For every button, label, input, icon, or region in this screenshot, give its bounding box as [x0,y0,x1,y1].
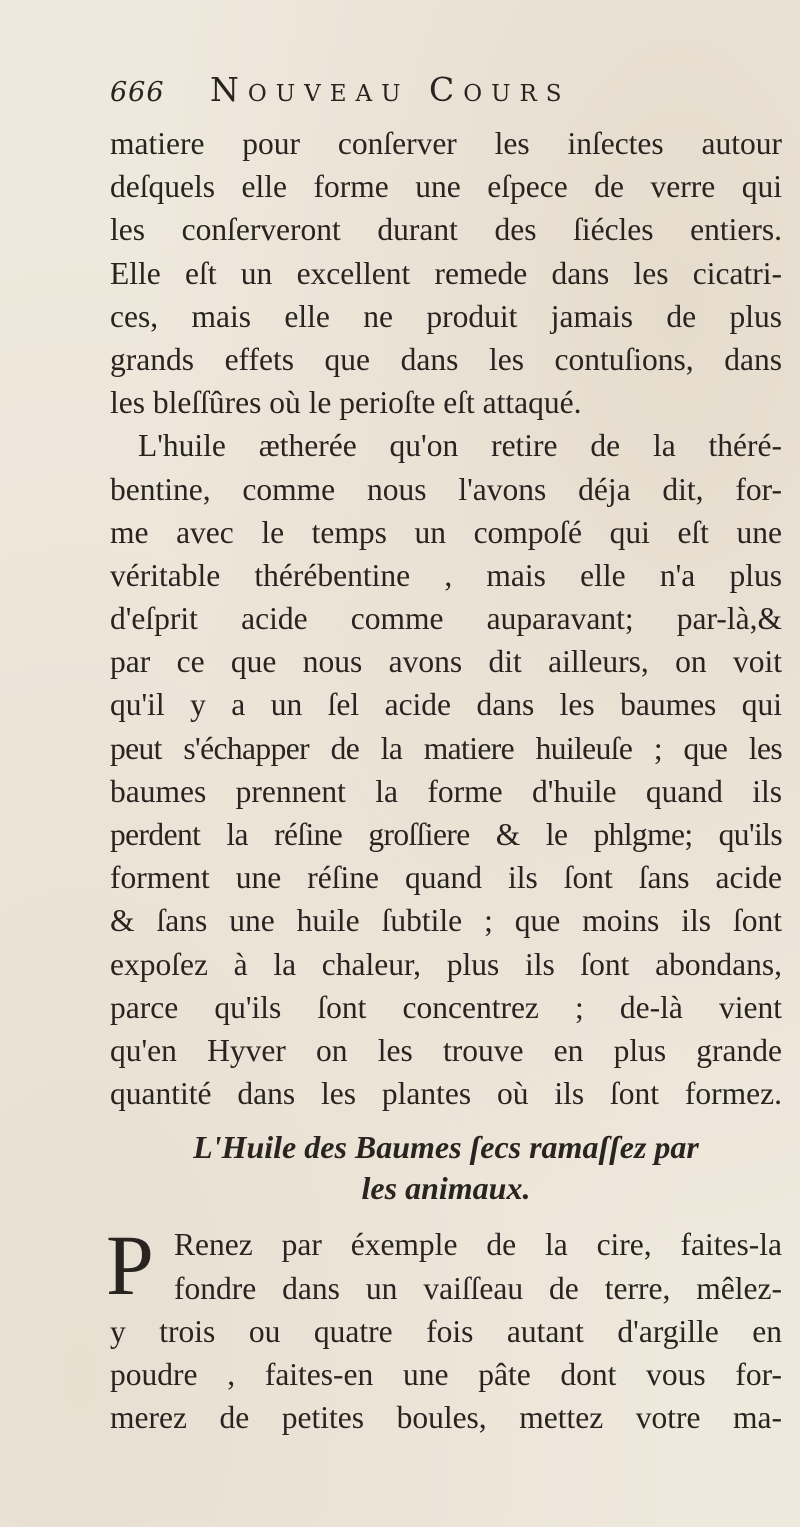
page-number: 666 [110,77,165,108]
section-title-line-1: L'Huile des Baumes ſecs ramaſſez par [193,1129,699,1166]
text-line: les bleſſûres où le perioſte eſt attaqué. [110,385,582,421]
text-line: perdent la réſine groſſiere & le phlgme; qu'ils [110,817,782,852]
text-line: peut s'échapper de la matiere huileuſe ; que les [110,730,782,766]
text-line: merez de petites boules, mettez votre ma- [110,1400,782,1436]
text-line: qu'il y a un ſel acide dans les baumes qui [110,687,782,723]
text-line: les conſerveront durant des ſiécles entiers. [110,212,782,248]
text-line: qu'en Hyver on les trouve en plus grande [110,1032,782,1068]
text-line: baumes prennent la forme d'huile quand ils [110,773,782,809]
drop-cap: P [106,1217,154,1314]
text-line: Renez par éxemple de la cire, faites-la [174,1227,782,1263]
text-line: L'huile ætherée qu'on retire de la théré- [138,428,782,464]
section-title-line-2: les animaux. [361,1170,531,1207]
text-line: expoſez à la chaleur, plus ils ſont abondans, [110,946,782,982]
text-line: Elle eſt un excellent remede dans les cicatri- [110,255,782,291]
text-line: & ſans une huile ſubtile ; que moins ils ſont [110,903,782,939]
text-line: parce qu'ils ſont concentrez ; de-là vient [110,989,782,1025]
paragraph-2 [110,424,782,1115]
text-line: y trois ou quatre fois autant d'argille en [110,1313,782,1349]
text-line: fondre dans un vaiſſeau de terre, mêlez- [174,1270,782,1306]
text-line: d'eſprit acide comme auparavant; par-là,& [110,601,782,637]
text-line: matiere pour conſerver les inſectes autour [110,126,782,161]
text-line: poudre , faites-en une pâte dont vous for- [110,1356,782,1392]
text-line: grands effets que dans les contuſions, dans [110,341,782,377]
text-line: bentine, comme nous l'avons déja dit, for- [110,471,782,507]
text-line: forment une réſine quand ils ſont ſans acide [110,860,782,896]
text-line: ces, mais elle ne produit jamais de plus [110,298,782,334]
text-line: deſquels elle forme une eſpece de verre qui [110,169,782,205]
text-line: quantité dans les plantes où ils ſont formez. [110,1076,782,1112]
text-line: véritable thérébentine , mais elle n'a plus [110,557,782,593]
paragraph-3 [106,1217,782,1439]
running-head: Nouveau Cours [210,70,571,109]
text-line: me avec le temps un compoſé qui eſt une [110,514,782,550]
book-page [106,70,782,1439]
page-header [110,70,782,116]
section-title [110,1127,782,1209]
paragraph-1 [110,122,782,424]
text-line: par ce que nous avons dit ailleurs, on voit [110,644,782,680]
